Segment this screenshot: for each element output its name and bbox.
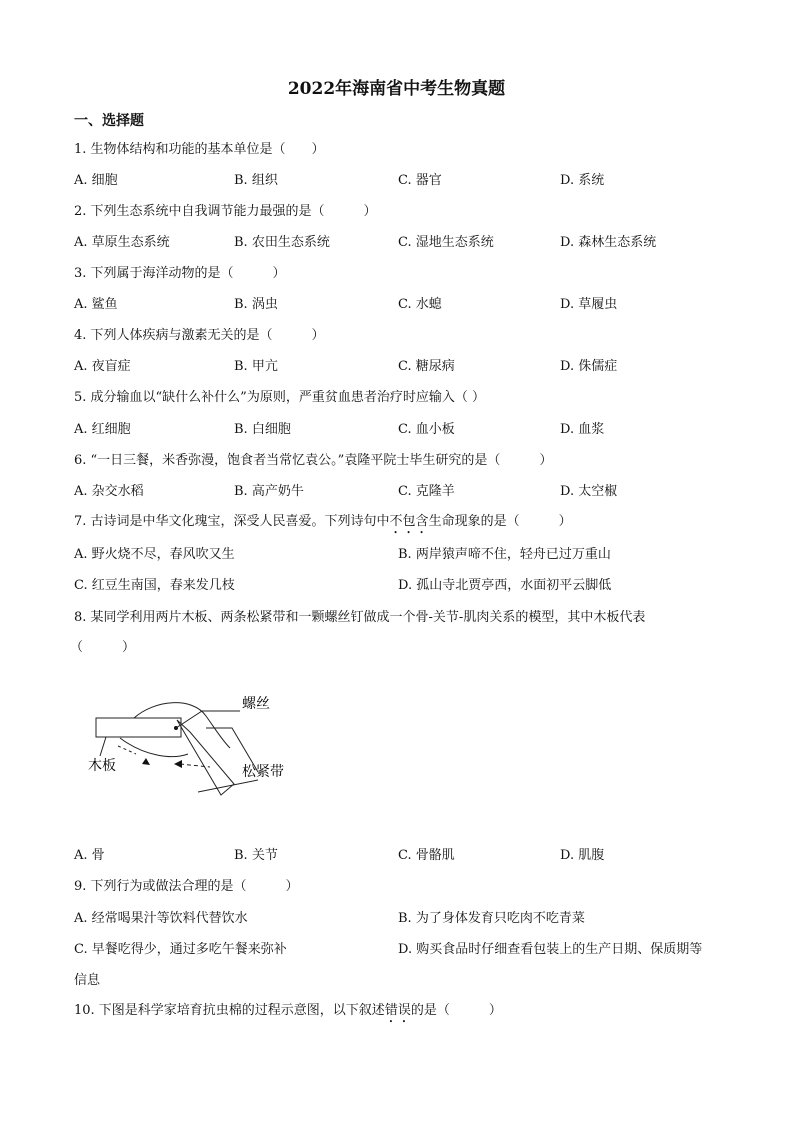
q10-stem-emphasis: 错误 [384,1003,411,1018]
question-8-stem: 8. 某同学利用两片木板、两条松紧带和一颗螺丝钉做成一个骨-关节-肌肉关系的模型，其中木板代表 [74,610,646,625]
q3-option-a: A. 鲨鱼 [74,297,118,312]
question-10-stem [74,1003,502,1026]
q7-option-d: D. 孤山寺北贾亭西，水面初平云脚低 [398,578,612,593]
q8-option-b: B. 关节 [234,848,278,863]
elastic-band-bottom [120,738,188,757]
q9-option-b: B. 为了身体发育只吃肉不吃青菜 [398,911,585,926]
question-5-stem: 5. 成分输血以“缺什么补什么”为原则，严重贫血患者治疗时应输入（ ） [74,390,485,405]
label-elastic-band: 松紧带 [242,764,284,780]
question-8-bracket: （ ） [70,640,136,655]
lower-board [177,720,234,795]
q5-option-a: A. 红细胞 [74,422,131,437]
question-9-stem: 9. 下列行为或做法合理的是（ ） [74,879,299,894]
label-board: 木板 [88,758,116,774]
q5-option-d: D. 血浆 [560,422,605,437]
q7-option-b: B. 两岸猿声啼不住，轻舟已过万重山 [398,547,611,562]
question-2-stem: 2. 下列生态系统中自我调节能力最强的是（ ） [74,204,377,219]
elastic-band-top [134,703,230,748]
q1-option-a: A. 细胞 [74,173,118,188]
section-heading: 一、选择题 [74,113,144,129]
q7-stem-emphasis: 不包含 [389,514,429,529]
q8-option-c: C. 骨骼肌 [398,848,455,863]
q6-option-a: A. 杂交水稻 [74,484,144,499]
dashed-arrow-line [118,746,136,754]
q5-option-c: C. 血小板 [398,422,455,437]
question-6-stem: 6. “一日三餐，米香弥漫，饱食者当常忆袁公。”袁隆平院士毕生研究的是（ ） [74,453,553,468]
q5-option-b: B. 白细胞 [234,422,291,437]
q2-option-c: C. 湿地生态系统 [398,235,494,250]
q1-option-b: B. 组织 [234,173,278,188]
question-4-stem: 4. 下列人体疾病与激素无关的是（ ） [74,328,325,343]
q10-stem-part: 的是（ ） [410,1003,502,1018]
q3-option-c: C. 水螅 [398,297,442,312]
bone-joint-muscle-model-figure [84,688,314,808]
q6-option-c: C. 克隆羊 [398,484,455,499]
q2-option-a: A. 草原生态系统 [74,235,170,250]
q4-option-b: B. 甲亢 [234,359,278,374]
upper-board [96,718,181,737]
question-7-stem [74,514,572,537]
q7-stem-part: 7. 古诗词是中华文化瑰宝，深受人民喜爱。下列诗句中 [74,514,390,529]
question-3-stem: 3. 下列属于海洋动物的是（ ） [74,266,286,281]
q4-option-a: A. 夜盲症 [74,359,131,374]
q10-stem-part: 10. 下图是科学家培育抗虫棉的过程示意图，以下叙述 [74,1003,385,1018]
q9-option-c: C. 早餐吃得少，通过多吃午餐来弥补 [74,942,287,957]
q7-option-a: A. 野火烧不尽，春风吹又生 [74,547,235,562]
q9-option-d: D. 购买食品时仔细查看包装上的生产日期、保质期等 [398,942,703,957]
arrow-head-up [142,758,150,765]
q6-option-d: D. 太空椒 [560,484,618,499]
q2-option-b: B. 农田生态系统 [234,235,330,250]
q8-option-a: A. 骨 [74,848,105,863]
band-leader-line [198,780,258,792]
board-leader-line [100,737,106,756]
q8-option-d: D. 肌腹 [560,848,605,863]
question-1-stem: 1. 生物体结构和功能的基本单位是（ ） [74,142,325,157]
q1-option-c: C. 器官 [398,173,442,188]
q1-option-d: D. 系统 [560,173,605,188]
q9-option-d-continued: 信息 [74,973,101,988]
q7-stem-part: 生命现象的是（ ） [428,514,572,529]
dashed-arrow-line [180,764,210,767]
q7-option-c: C. 红豆生南国，春来发几枝 [74,578,235,593]
q9-option-a: A. 经常喝果汁等饮料代替饮水 [74,911,248,926]
q4-option-c: C. 糖尿病 [398,359,455,374]
q6-option-b: B. 高产奶牛 [234,484,304,499]
q3-option-d: D. 草履虫 [560,297,618,312]
q2-option-d: D. 森林生态系统 [560,235,657,250]
q4-option-d: D. 侏儒症 [560,359,618,374]
label-screw: 螺丝 [242,696,270,712]
arrow-head-left [174,760,182,768]
q3-option-b: B. 涡虫 [234,297,278,312]
page-title: 2022年海南省中考生物真题 [287,79,506,99]
